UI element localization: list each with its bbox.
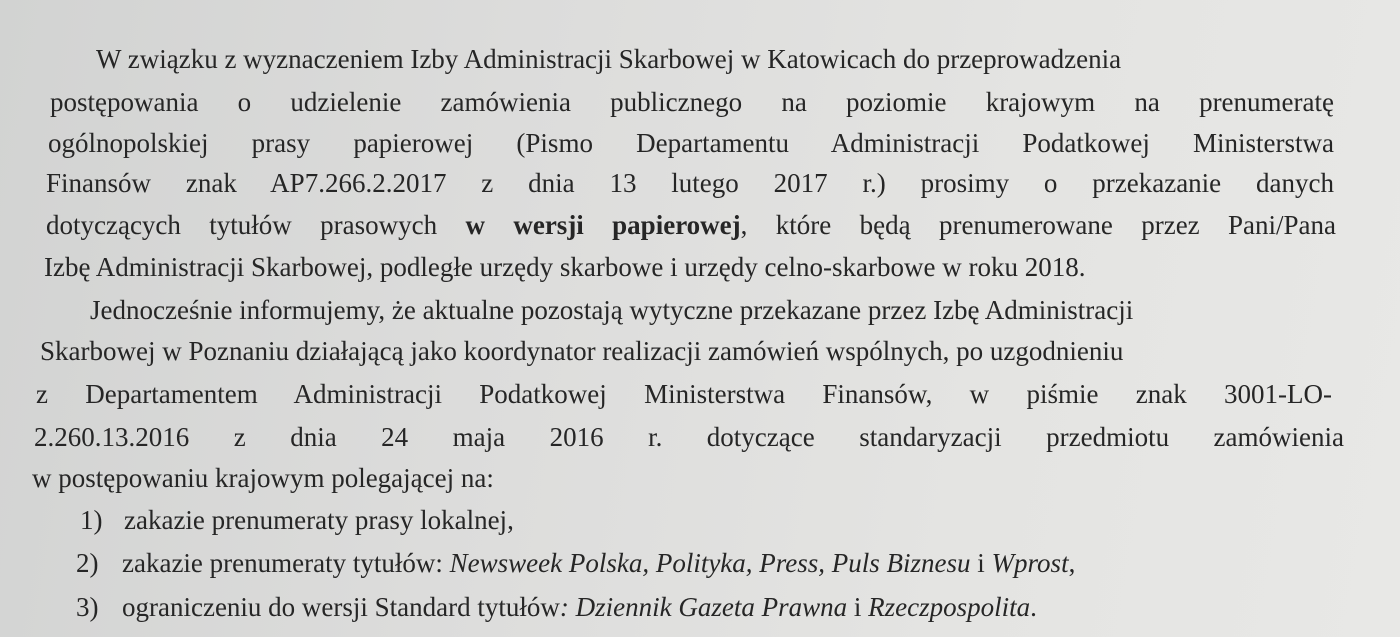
list-item3-text (122, 590, 1242, 624)
paragraph2-line5: w postępowaniu krajowym polegającej na: (32, 463, 494, 493)
paragraph1-line1: W związku z wyznaczeniem Izby Administracji Skarbowej w Katowicach do przeprowadzenia (96, 44, 1122, 74)
paragraph2-line4: 2.260.13.2016 z dnia 24 maja 2016 r. dotyczące standaryzacji przedmiotu zamówienia (34, 422, 1344, 452)
paragraph1-line6: Izbę Administracji Skarbowej, podległe urzędy skarbowe i urzędy celno-skarbowe w roku 2018. (44, 252, 1086, 282)
list-item3-lead: ograniczeniu do wersji Standard tytułów (122, 592, 560, 622)
list-item2-number: 2) (76, 548, 99, 578)
paragraph1-line5 (46, 208, 1336, 242)
list-item1-number: 1) (80, 505, 103, 535)
paragraph1-line2: postępowania o udzielenie zamówienia publicznego na poziomie krajowym na prenumeratę (50, 87, 1334, 117)
paragraph1-line5-text: dotyczących tytułów prasowych (46, 210, 466, 240)
list-item3-number: 3) (76, 592, 99, 622)
paper-version-emphasis: w wersji papierowej (465, 210, 741, 240)
list-item2-conj: i (970, 548, 992, 578)
paragraph2-line3: z Departamentem Administracji Podatkowej Ministerstwa Finansów, w piśmie znak 3001-LO- (36, 379, 1332, 409)
list-item2-lead: zakazie prenumeraty tytułów: (122, 548, 450, 578)
list-item3-conj: i (847, 592, 869, 622)
list-item3-colon: : (559, 592, 569, 622)
paragraph1-line5-text-end: , które będą prenumerowane przez Pani/Pana (740, 210, 1337, 240)
paragraph1-line4: Finansów znak AP7.266.2.2017 z dnia 13 lutego 2017 r.) prosimy o przekazanie danych (46, 168, 1334, 198)
paragraph2-line2: Skarbowej w Poznaniu działającą jako koordynator realizacji zamówień wspólnych, po uzgodnieniu (40, 336, 1124, 366)
list-item1-text: zakazie prenumeraty prasy lokalnej, (124, 505, 514, 535)
banned-title-wprost: Wprost (991, 548, 1069, 578)
list-item3-end: . (1030, 592, 1037, 622)
paragraph2-line1: Jednocześnie informujemy, że aktualne pozostają wytyczne przekazane przez Izbę Administracji (90, 295, 1134, 325)
paragraph1-line3: ogólnopolskiej prasy papierowej (Pismo Departamentu Administracji Podatkowej Ministerstwa (48, 128, 1334, 158)
list-item2-text (122, 546, 1282, 580)
list-item2-end: , (1068, 548, 1076, 578)
banned-titles: Newsweek Polska, Polityka, Press, Puls Biznesu (449, 548, 971, 578)
standard-title-rzeczpospolita: Rzeczpospolita (868, 592, 1031, 622)
standard-title-dgp: Dziennik Gazeta Prawna (568, 592, 848, 622)
